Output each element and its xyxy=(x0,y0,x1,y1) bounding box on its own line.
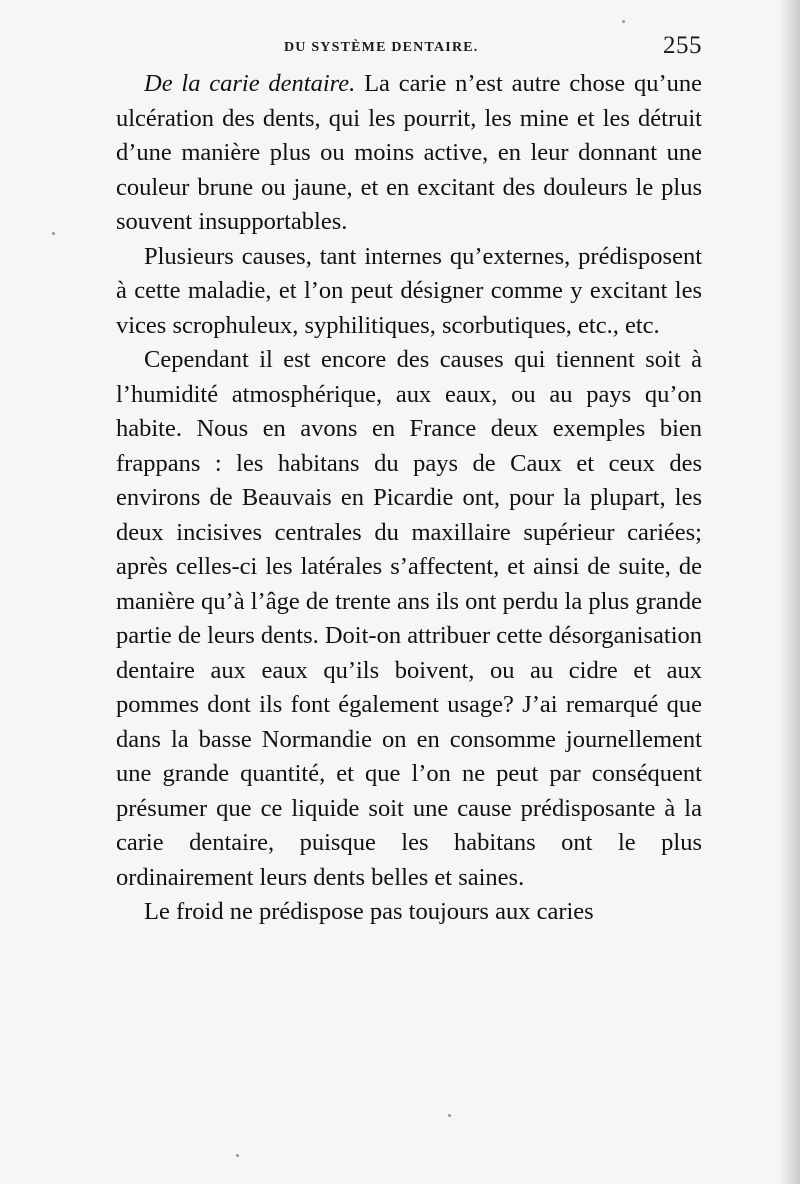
paragraph-1 xyxy=(116,67,702,240)
paragraph-2 xyxy=(116,240,702,344)
paragraph-1-text: La carie n’est autre chose qu’une ulcération des dents, qui les pourrit, les mine et les détruit d’une manière plus ou moins active, en leur donnant une couleur brune ou jaune, et en excitant des douleurs le plus souvent insupportables. xyxy=(116,70,702,235)
paragraph-2-text: Plusieurs causes, tant internes qu’externes, prédisposent à cette maladie, et l’on peut désigner comme y excitant les vices scrophuleux, syphilitiques, scorbutiques, etc., etc. xyxy=(116,242,702,339)
page-edge-shadow xyxy=(778,0,800,1184)
paragraph-3 xyxy=(116,343,702,895)
section-heading-italic: De la carie dentaire. xyxy=(144,70,356,97)
running-title: DU SYSTÈME DENTAIRE. xyxy=(284,40,479,55)
paragraph-3-text: Cependant il est encore des causes qui tiennent soit à l’humidité atmosphérique, aux eaux, ou au pays qu’on habite. Nous en avons en France deux exemples bien frappans : les habitans du pays de Caux et ceux des environs de Beauvais en Picardie ont, pour la plupart, les deux incisives centrales du maxillaire supérieur cariées; après celles-ci les latérales s’affectent, et ainsi de suite, de manière qu’à l’âge de trente ans ils ont perdu la plus grande partie de leurs dents. Doit-on attribuer cette désorganisation dentaire aux eaux qu’ils boivent, ou au cidre et aux pommes dont ils font également usage? J’ai remarqué que dans la basse Normandie on en consomme journellement une grande quantité, et que l’on ne peut par conséquent présumer que ce liquide soit une cause prédisposante à la carie dentaire, puisque les habitans ont le plus ordinairement leurs dents belles et saines. xyxy=(116,346,703,891)
page-number: 255 xyxy=(663,32,702,59)
paragraph-4 xyxy=(116,895,702,930)
page-body xyxy=(116,67,702,930)
page-header xyxy=(116,34,702,64)
paragraph-4-text: Le froid ne prédispose pas toujours aux caries xyxy=(144,898,594,925)
